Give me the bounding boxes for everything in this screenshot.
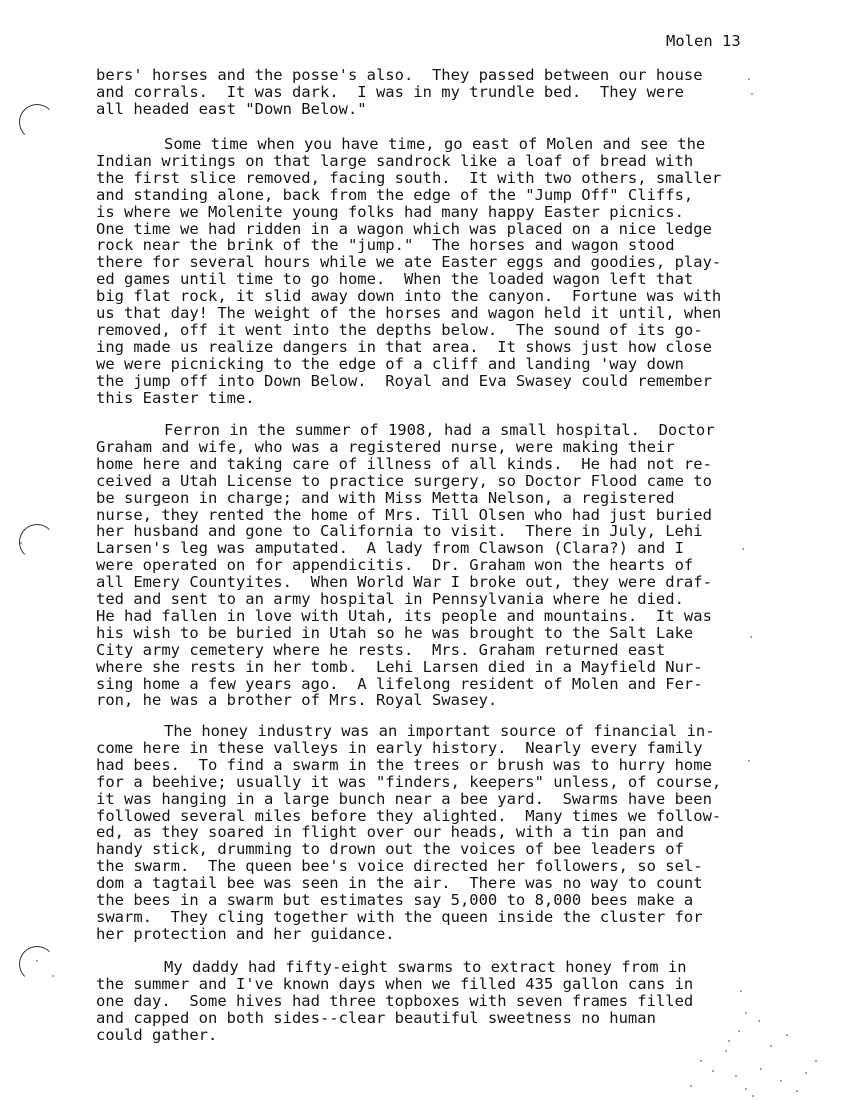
text-line: ted and sent to an army hospital in Pennsylvania where he died. bbox=[96, 590, 684, 608]
text-line: bers' horses and the posse's also. They passed between our house bbox=[96, 66, 703, 84]
text-line: sing home a few years ago. A lifelong resident of Molen and Fer- bbox=[96, 674, 703, 693]
text-line: handy stick, drumming to drown out the voices of bee leaders of bbox=[96, 840, 684, 859]
text-line: nurse, they rented the home of Mrs. Till Olsen who had just buried bbox=[96, 505, 712, 524]
scan-speck bbox=[745, 1012, 747, 1014]
scan-speck bbox=[752, 1095, 754, 1097]
text-line: dom a tagtail bee was seen in the air. There was no way to count bbox=[96, 874, 703, 893]
text-line: one day. Some hives had three topboxes with seven frames filled bbox=[96, 991, 694, 1010]
text-line: ron, he was a brother of Mrs. Royal Swasey. bbox=[96, 691, 498, 710]
text-line: and standing alone, back from the edge of the "Jump Off" Cliffs, bbox=[96, 185, 694, 204]
text-line: the bees in a swarm but estimates say 5,000 to 8,000 bees make a bbox=[96, 891, 694, 909]
scan-speck bbox=[748, 78, 750, 80]
text-line: had bees. To find a swarm in the trees or brush was to hurry home bbox=[96, 755, 712, 774]
scan-speck bbox=[815, 1060, 817, 1062]
text-line: the first slice removed, facing south. It with two others, smaller bbox=[96, 168, 722, 187]
scan-speck bbox=[738, 1030, 740, 1032]
text-line: there for several hours while we ate Easter eggs and goodies, play- bbox=[96, 253, 722, 272]
scan-speck bbox=[770, 1045, 772, 1047]
scan-speck bbox=[805, 1072, 807, 1074]
text-line: ed, as they soared in flight over our heads, with a tin pan and bbox=[96, 823, 684, 842]
text-line: and capped on both sides--clear beautiful sweetness no human bbox=[96, 1008, 656, 1027]
scan-speck bbox=[36, 960, 38, 962]
scan-speck bbox=[20, 542, 22, 544]
scan-speck bbox=[712, 1070, 714, 1072]
text-line: it was hanging in a large bunch near a bee yard. Swarms have been bbox=[96, 789, 712, 808]
scan-speck bbox=[735, 1075, 737, 1077]
text-line: followed several miles before they alighted. Many times we follow- bbox=[96, 806, 722, 825]
text-line: for a beehive; usually it was "finders, keepers" unless, of course, bbox=[96, 772, 722, 791]
text-line: us that day! The weight of the horses and wagon held it until, when bbox=[96, 304, 722, 322]
scan-speck bbox=[786, 1034, 788, 1036]
text-line: Some time when you have time, go east of Molen and see the bbox=[164, 135, 706, 153]
scan-speck bbox=[700, 1060, 702, 1062]
scan-speck bbox=[690, 1085, 692, 1087]
scan-speck bbox=[725, 1050, 727, 1052]
text-line: her protection and her guidance. bbox=[96, 924, 395, 943]
text-line: were operated on for appendicitis. Dr. Graham won the hearts of bbox=[96, 556, 694, 575]
text-line: rock near the brink of the "jump." The horses and wagon stood bbox=[96, 236, 675, 255]
text-line: Indian writings on that large sandrock like a loaf of bread with bbox=[96, 151, 694, 170]
scan-speck bbox=[52, 975, 54, 977]
page-header: Molen 13 bbox=[666, 32, 741, 50]
text-line: and corrals. It was dark. I was in my trundle bed. They were bbox=[96, 82, 684, 101]
scan-speck bbox=[758, 1020, 760, 1022]
text-line: One time we had ridden in a wagon which was placed on a nice ledge bbox=[96, 219, 712, 238]
text-line: My daddy had fifty-eight swarms to extract honey from in bbox=[164, 958, 687, 976]
text-line: where she rests in her tomb. Lehi Larsen died in a Mayfield Nur- bbox=[96, 657, 703, 676]
scan-speck bbox=[760, 1068, 762, 1070]
scan-speck bbox=[742, 548, 744, 550]
text-line: home here and taking care of illness of all kinds. He had not re- bbox=[96, 454, 712, 473]
text-line: The honey industry was an important source of financial in- bbox=[164, 722, 715, 740]
text-line: all Emery Countyites. When World War I broke out, they were draf- bbox=[96, 573, 712, 592]
text-line: Graham and wife, who was a registered nurse, were making their bbox=[96, 437, 675, 456]
text-line: this Easter time. bbox=[96, 388, 255, 407]
scan-speck bbox=[740, 990, 742, 992]
scan-speck bbox=[728, 1040, 730, 1042]
scan-speck bbox=[748, 760, 750, 762]
binder-hole-mark bbox=[19, 104, 55, 140]
text-line: Larsen's leg was amputated. A lady from Clawson (Clara?) and I bbox=[96, 539, 684, 558]
text-line: City army cemetery where he rests. Mrs. Graham returned east bbox=[96, 640, 666, 659]
scan-speck bbox=[750, 636, 752, 638]
scan-speck bbox=[796, 1090, 798, 1092]
text-line: be surgeon in charge; and with Miss Metta Nelson, a registered bbox=[96, 488, 675, 507]
text-line: the summer and I've known days when we filled 435 gallon cans in bbox=[96, 974, 694, 993]
text-line: ceived a Utah License to practice surgery, so Doctor Flood came to bbox=[96, 471, 712, 490]
text-line: the swarm. The queen bee's voice directed her followers, so sel- bbox=[96, 857, 703, 876]
text-line: her husband and gone to California to visit. There in July, Lehi bbox=[96, 522, 703, 541]
scan-speck bbox=[780, 1080, 782, 1082]
text-line: could gather. bbox=[96, 1025, 218, 1044]
text-line: ing made us realize dangers in that area. It shows just how close bbox=[96, 337, 712, 356]
text-line: we were picnicking to the edge of a cliff and landing 'way down bbox=[96, 354, 684, 373]
text-line: all headed east "Down Below." bbox=[96, 99, 367, 118]
text-line: Ferron in the summer of 1908, had a small hospital. Doctor bbox=[164, 421, 715, 439]
text-line: He had fallen in love with Utah, its people and mountains. It was bbox=[96, 606, 712, 625]
text-line: is where we Molenite young folks had many happy Easter picnics. bbox=[96, 202, 684, 221]
text-line: swarm. They cling together with the queen inside the cluster for bbox=[96, 907, 703, 926]
scan-speck bbox=[751, 93, 753, 95]
binder-hole-mark bbox=[19, 946, 55, 982]
text-line: ed games until time to go home. When the loaded wagon left that bbox=[96, 270, 694, 289]
scan-speck bbox=[745, 1088, 747, 1090]
text-line: removed, off it went into the depths below. The sound of its go- bbox=[96, 320, 703, 339]
text-line: big flat rock, it slid away down into the canyon. Fortune was with bbox=[96, 287, 722, 306]
binder-hole-mark bbox=[19, 524, 55, 560]
text-line: the jump off into Down Below. Royal and Eva Swasey could remember bbox=[96, 371, 712, 390]
text-line: come here in these valleys in early history. Nearly every family bbox=[96, 738, 703, 757]
text-line: his wish to be buried in Utah so he was brought to the Salt Lake bbox=[96, 623, 694, 642]
